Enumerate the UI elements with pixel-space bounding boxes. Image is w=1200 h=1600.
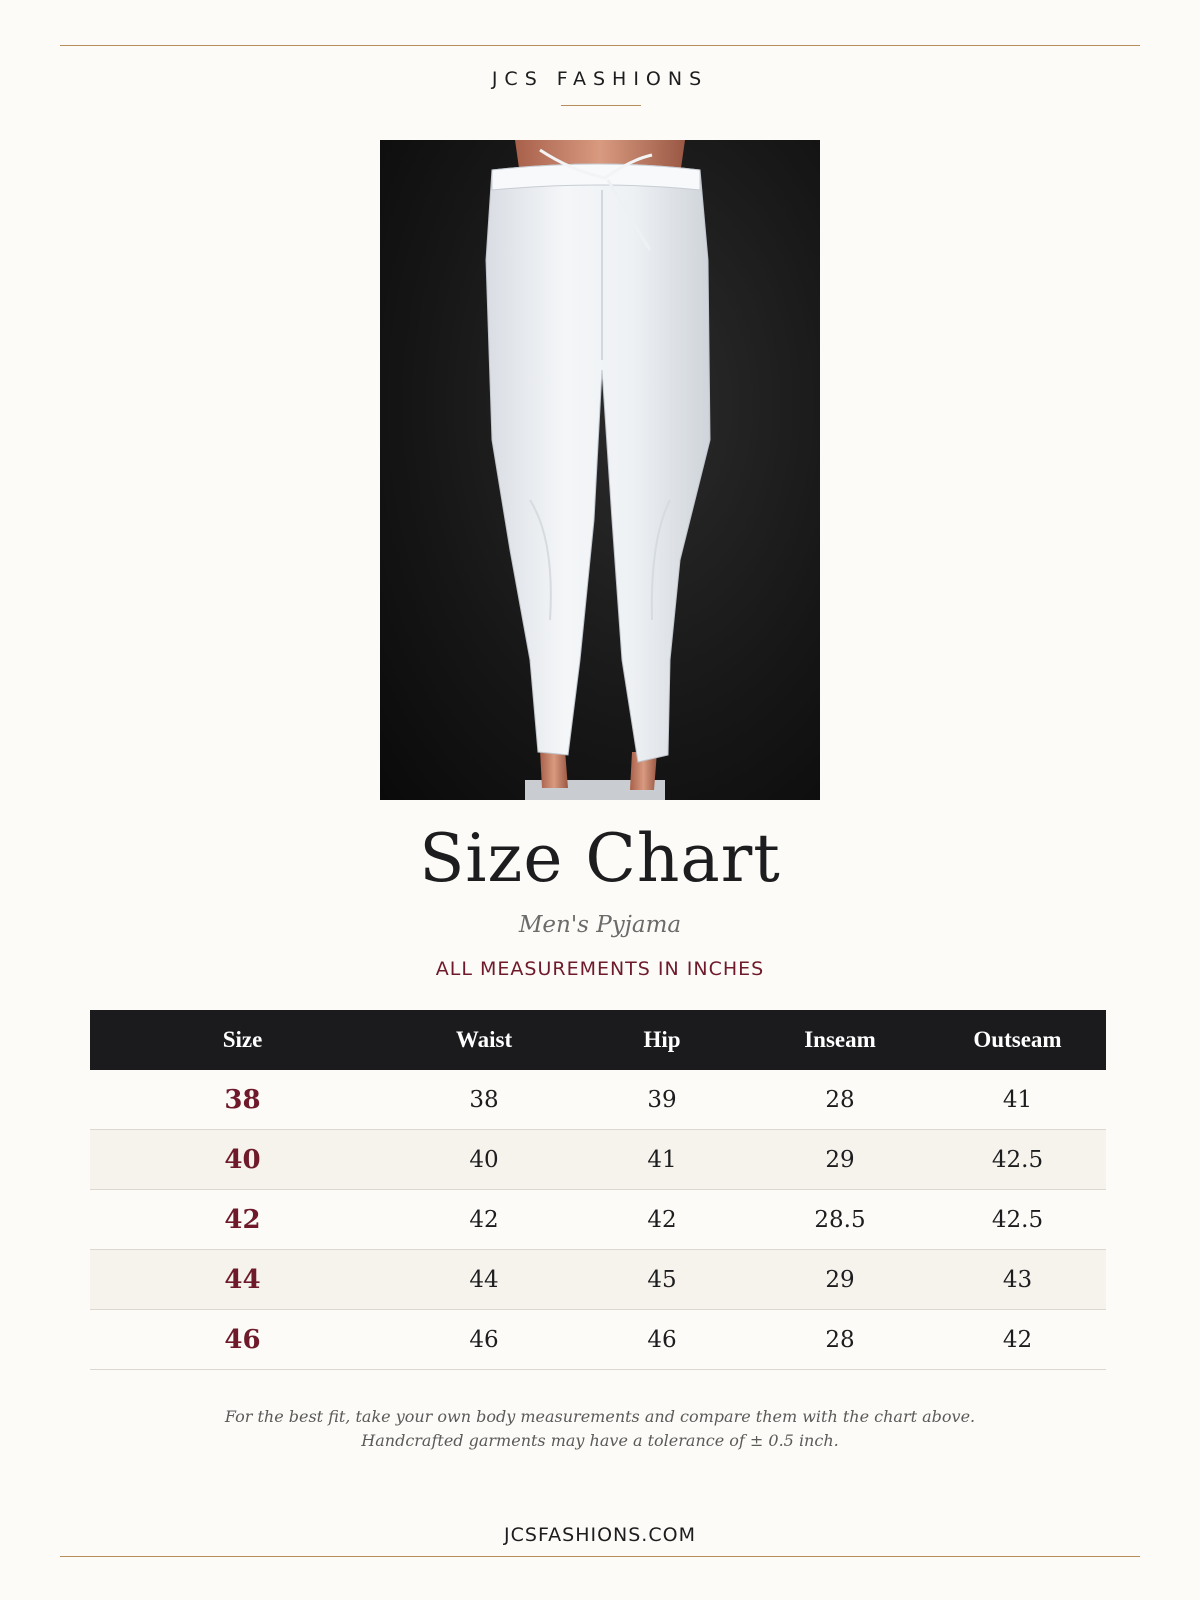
product-photo bbox=[380, 140, 820, 800]
header-waist: Waist bbox=[395, 1010, 573, 1070]
size-cell: 38 bbox=[90, 1070, 395, 1130]
header-hip: Hip bbox=[573, 1010, 751, 1070]
table-row bbox=[90, 1250, 1106, 1310]
waist-cell: 44 bbox=[395, 1250, 573, 1310]
fit-note-line-2: Handcrafted garments may have a tolerance of ± 0.5 inch. bbox=[361, 1431, 839, 1450]
fit-note-line-1: For the best fit, take your own body measurements and compare them with the chart above. bbox=[224, 1407, 976, 1426]
header-size: Size bbox=[90, 1010, 395, 1070]
table-row bbox=[90, 1190, 1106, 1250]
size-cell: 40 bbox=[90, 1130, 395, 1190]
hip-cell: 41 bbox=[573, 1130, 751, 1190]
hip-cell: 39 bbox=[573, 1070, 751, 1130]
outseam-cell: 43 bbox=[929, 1250, 1106, 1310]
hip-cell: 46 bbox=[573, 1310, 751, 1370]
waist-cell: 46 bbox=[395, 1310, 573, 1370]
inseam-cell: 29 bbox=[751, 1130, 929, 1190]
outseam-cell: 42.5 bbox=[929, 1130, 1106, 1190]
page-title: Size Chart bbox=[419, 820, 781, 897]
header-outseam: Outseam bbox=[929, 1010, 1106, 1070]
website-link[interactable]: JCSFASHIONS.COM bbox=[504, 1524, 696, 1546]
inseam-cell: 28 bbox=[751, 1070, 929, 1130]
waist-cell: 38 bbox=[395, 1070, 573, 1130]
waist-cell: 40 bbox=[395, 1130, 573, 1190]
top-divider bbox=[60, 45, 1140, 46]
waist-cell: 42 bbox=[395, 1190, 573, 1250]
size-cell: 46 bbox=[90, 1310, 395, 1370]
bottom-divider bbox=[60, 1556, 1140, 1557]
hip-cell: 45 bbox=[573, 1250, 751, 1310]
table-row bbox=[90, 1310, 1106, 1370]
outseam-cell: 42 bbox=[929, 1310, 1106, 1370]
brand-name: JCS FASHIONS bbox=[491, 68, 709, 90]
mannequin-left-ankle bbox=[540, 750, 568, 788]
size-cell: 42 bbox=[90, 1190, 395, 1250]
size-cell: 44 bbox=[90, 1250, 395, 1310]
table-row bbox=[90, 1130, 1106, 1190]
brand-underline bbox=[561, 105, 641, 106]
header-inseam: Inseam bbox=[751, 1010, 929, 1070]
units-note: ALL MEASUREMENTS IN INCHES bbox=[435, 958, 765, 980]
inseam-cell: 28.5 bbox=[751, 1190, 929, 1250]
table-row bbox=[90, 1070, 1106, 1130]
table-header-row bbox=[90, 1010, 1106, 1070]
size-chart-table bbox=[90, 1010, 1106, 1370]
page-subtitle: Men's Pyjama bbox=[518, 912, 682, 938]
fit-note bbox=[0, 1405, 1200, 1453]
inseam-cell: 28 bbox=[751, 1310, 929, 1370]
outseam-cell: 42.5 bbox=[929, 1190, 1106, 1250]
hip-cell: 42 bbox=[573, 1190, 751, 1250]
inseam-cell: 29 bbox=[751, 1250, 929, 1310]
pyjama-garment bbox=[486, 164, 710, 762]
outseam-cell: 41 bbox=[929, 1070, 1106, 1130]
pyjama-illustration bbox=[380, 140, 820, 800]
